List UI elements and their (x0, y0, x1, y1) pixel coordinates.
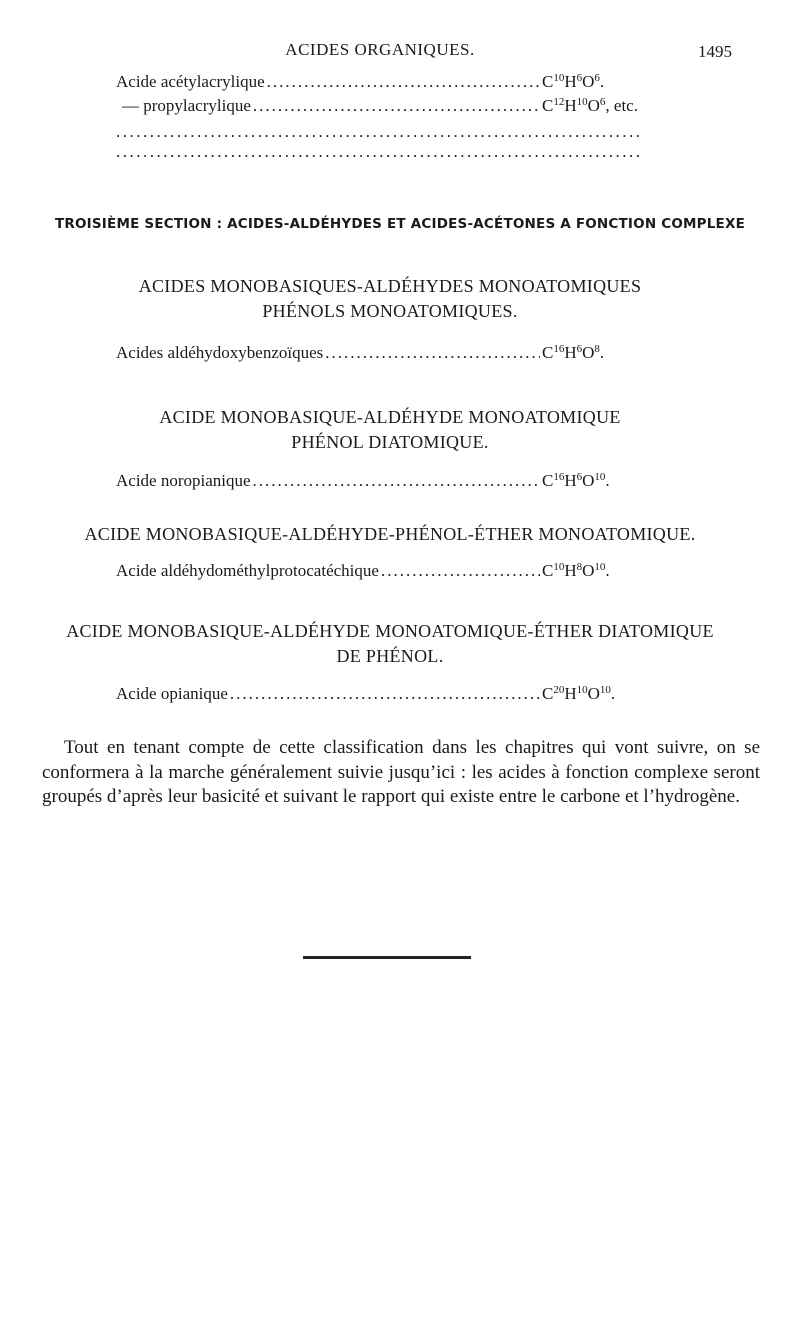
element-symbol: H (564, 684, 577, 703)
element-symbol: C (542, 96, 554, 115)
atom-count: 10 (594, 561, 606, 573)
chemical-formula (542, 343, 642, 363)
group-heading-line: ACIDE MONOBASIQUE-ALDÉHYDE-PHÉNOL-ÉTHER MONOATOMIQUE. (84, 524, 696, 544)
compound-name: Acide acétylacrylique (116, 72, 265, 91)
entry-line (116, 96, 642, 120)
atom-count: 16 (553, 343, 565, 355)
chemical-formula (542, 471, 642, 491)
atom-count: 16 (553, 471, 565, 483)
atom-count: 10 (599, 684, 611, 696)
element-symbol: H (564, 561, 577, 580)
group-heading-line: PHÉNOLS MONOATOMIQUES. (262, 301, 518, 321)
running-header (0, 40, 800, 64)
atom-count: 10 (576, 96, 588, 108)
group-heading-line: ACIDES MONOBASIQUES-ALDÉHYDES MONOATOMIQUES (138, 276, 642, 296)
body-paragraph: Tout en tenant compte de cette classification dans les chapitres qui vont suivre, on se conformera à la marche généralement suivie jusqu’ici : les acides à fonction complexe seront groupés d’après leur basicité et suivant le rapport qui existe entre le carbone et l’hydrogène. (42, 737, 760, 807)
element-symbol: C (542, 72, 554, 91)
dot-leader (253, 96, 540, 116)
entry-line (116, 471, 642, 495)
atom-count: 10 (553, 561, 565, 573)
group-heading (40, 405, 740, 455)
dot-leader (381, 561, 540, 581)
atom-count: 6 (599, 96, 606, 108)
group-heading (40, 619, 740, 669)
element-symbol: C (542, 561, 554, 580)
dotted-separator (116, 127, 642, 141)
compound-name: Acide opianique (116, 684, 228, 703)
formula-suffix: , etc. (605, 96, 638, 115)
formula-suffix: . (599, 343, 605, 362)
formula-suffix: . (605, 471, 610, 490)
group-heading-line: ACIDE MONOBASIQUE-ALDÉHYDE MONOATOMIQUE-ÉTHER DIATOMIQUE (66, 621, 714, 641)
element-symbol: O (582, 561, 595, 580)
group-heading (40, 274, 740, 324)
element-symbol: C (542, 471, 554, 490)
compound-name: Acides aldéhydoxybenzoïques (116, 343, 324, 362)
section-heading: TROISIÈME SECTION : ACIDES-ALDÉHYDES ET ACIDES-ACÉTONES A FONCTION COMPLEXE (54, 216, 745, 232)
element-symbol: O (587, 96, 600, 115)
compound-name: Acide aldéhydométhylprotocatéchique (116, 561, 379, 580)
entry-line (116, 561, 642, 585)
element-symbol: O (587, 684, 600, 703)
atom-count: 6 (576, 471, 583, 483)
compound-name: Acide noropianique (116, 471, 251, 490)
atom-count: 10 (594, 471, 606, 483)
entry-line (116, 684, 642, 708)
end-rule (303, 956, 471, 959)
atom-count: 12 (553, 96, 565, 108)
group-heading-line: DE PHÉNOL. (336, 646, 444, 666)
group-heading (40, 522, 740, 547)
formula-suffix: . (610, 684, 616, 703)
atom-count: 10 (553, 72, 565, 84)
running-title: ACIDES ORGANIQUES. (285, 40, 475, 59)
chemical-formula (542, 684, 642, 704)
dot-leader (230, 684, 540, 704)
atom-count: 6 (576, 72, 583, 84)
entry-line (116, 72, 642, 96)
dot-leader (267, 72, 540, 92)
group-heading-line: ACIDE MONOBASIQUE-ALDÉHYDE MONOATOMIQUE (159, 407, 621, 427)
atom-count: 8 (594, 343, 600, 355)
atom-count: 20 (553, 684, 565, 696)
atom-count: 8 (576, 561, 583, 573)
element-symbol: C (542, 684, 554, 703)
entry-line (116, 343, 642, 367)
element-symbol: O (582, 72, 595, 91)
page-number: 1495 (698, 42, 732, 61)
chemical-formula (542, 561, 642, 581)
formula-suffix: . (599, 72, 605, 91)
element-symbol: O (582, 343, 595, 362)
dot-leader (253, 471, 540, 491)
atom-count: 6 (576, 343, 583, 355)
formula-suffix: . (605, 561, 610, 580)
chemical-formula (542, 96, 642, 116)
element-symbol: C (542, 343, 554, 362)
element-symbol: H (564, 343, 577, 362)
element-symbol: H (564, 96, 577, 115)
dotted-separator (116, 147, 642, 161)
group-heading-line: PHÉNOL DIATOMIQUE. (291, 432, 489, 452)
element-symbol: O (582, 471, 595, 490)
atom-count: 10 (576, 684, 588, 696)
chemical-formula (542, 72, 642, 92)
element-symbol: H (564, 72, 577, 91)
compound-name: — propylacrylique (122, 96, 251, 115)
dot-leader (325, 343, 540, 363)
atom-count: 6 (594, 72, 600, 84)
element-symbol: H (564, 471, 577, 490)
